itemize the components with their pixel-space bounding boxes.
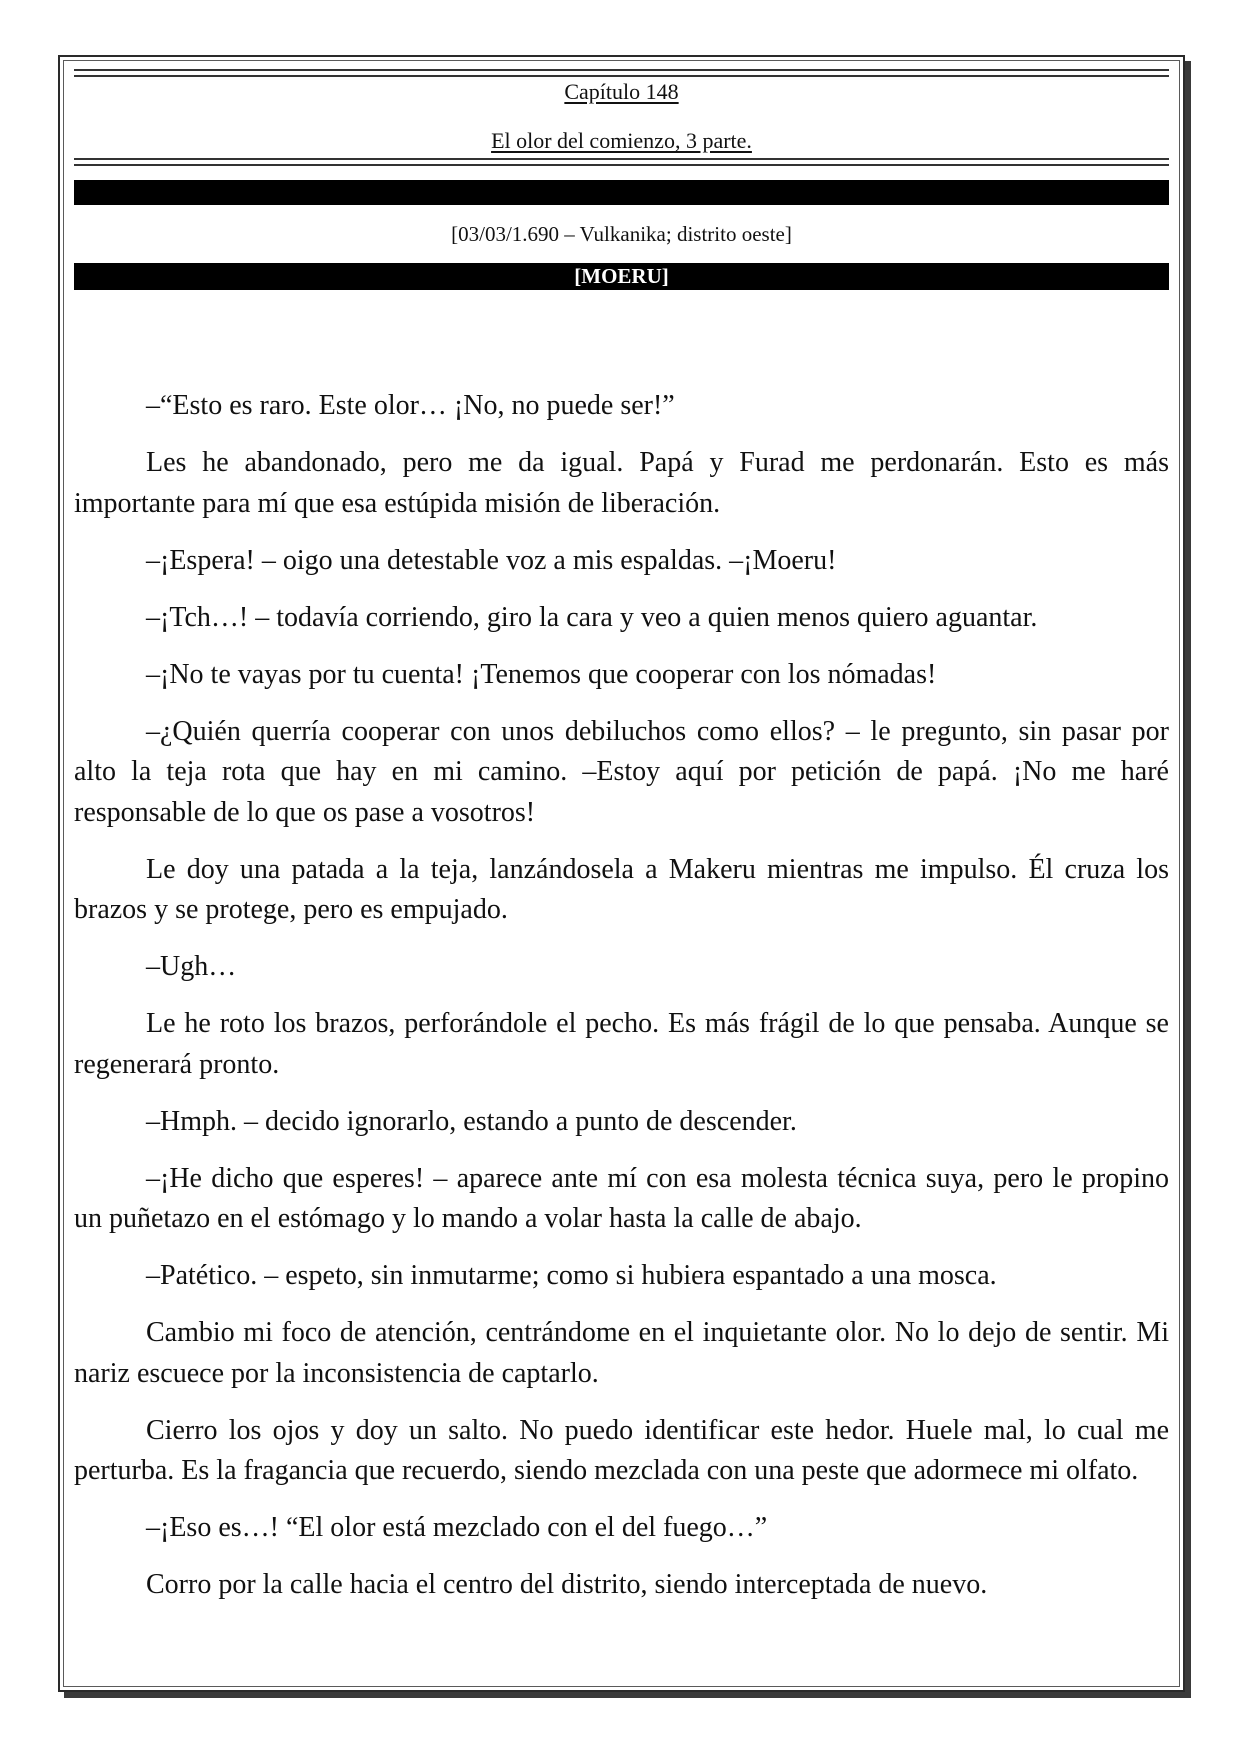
paragraph: –¿Quién querría cooperar con unos debiluchos como ellos? – le pregunto, sin pasar por alto la teja rota que hay en mi camino. –Estoy aquí por petición de papá. ¡No me haré responsable de lo que os pase a vosotros! [74,715,1169,828]
chapter-number: Capítulo 148 [564,79,679,104]
chapter-title: El olor del comienzo, 3 parte. [491,128,752,153]
scene-date-location: [03/03/1.690 – Vulkanika; distrito oeste] [451,222,792,246]
paragraph: –“Esto es raro. Este olor… ¡No, no puede ser!” [146,390,675,421]
paragraph: Corro por la calle hacia el centro del distrito, siendo interceptada de nuevo. [146,1569,988,1600]
pov-bar [74,263,1169,290]
paragraph: –¡Eso es…! “El olor está mezclado con el del fuego…” [146,1512,768,1543]
paragraph: –¡No te vayas por tu cuenta! ¡Tenemos que cooperar con los nómadas! [146,658,937,690]
paragraph: –¡Espera! – oigo una detestable voz a mis espaldas. –¡Moeru! [146,544,837,576]
top-double-rule [74,69,1169,77]
chapter-body [74,386,1169,1622]
paragraph: –Hmph. – decido ignorarlo, estando a punto de descender. [146,1105,797,1137]
paragraph: Le doy una patada a la teja, lanzándosela a Makeru mientras me impulso. Él cruza los brazos y se protege, pero es empujado. [74,853,1169,925]
paragraph: –Patético. – espeto, sin inmutarme; como si hubiera espantado a una mosca. [146,1260,997,1291]
paragraph: Les he abandonado, pero me da igual. Papá y Furad me perdonarán. Esto es más importante para mí que esa estúpida misión de liberación. [74,447,1169,519]
pov-label: [MOERU] [574,264,669,288]
paragraph: –Ugh… [146,951,237,982]
paragraph: –¡He dicho que esperes! – aparece ante mí con esa molesta técnica suya, pero le propino un puñetazo en el estómago y lo mando a volar hasta la calle de abajo. [74,1162,1169,1234]
paragraph: Cambio mi foco de atención, centrándome en el inquietante olor. No lo dejo de sentir. Mi nariz escuece por la inconsistencia de captarlo. [74,1317,1169,1389]
paragraph: Le he roto los brazos, perforándole el pecho. Es más frágil de lo que pensaba. Aunque se regenerará pronto. [74,1008,1169,1080]
scene-separator-bar [74,180,1169,205]
page-frame [58,55,1185,1692]
paragraph: Cierro los ojos y doy un salto. No puedo identificar este hedor. Huele mal, lo cual me perturba. Es la fragancia que recuerdo, siendo mezclada con una peste que adormece mi olfato. [74,1414,1169,1486]
bottom-double-rule [74,158,1169,166]
paragraph: –¡Tch…! – todavía corriendo, giro la cara y veo a quien menos quiero aguantar. [146,601,1038,633]
